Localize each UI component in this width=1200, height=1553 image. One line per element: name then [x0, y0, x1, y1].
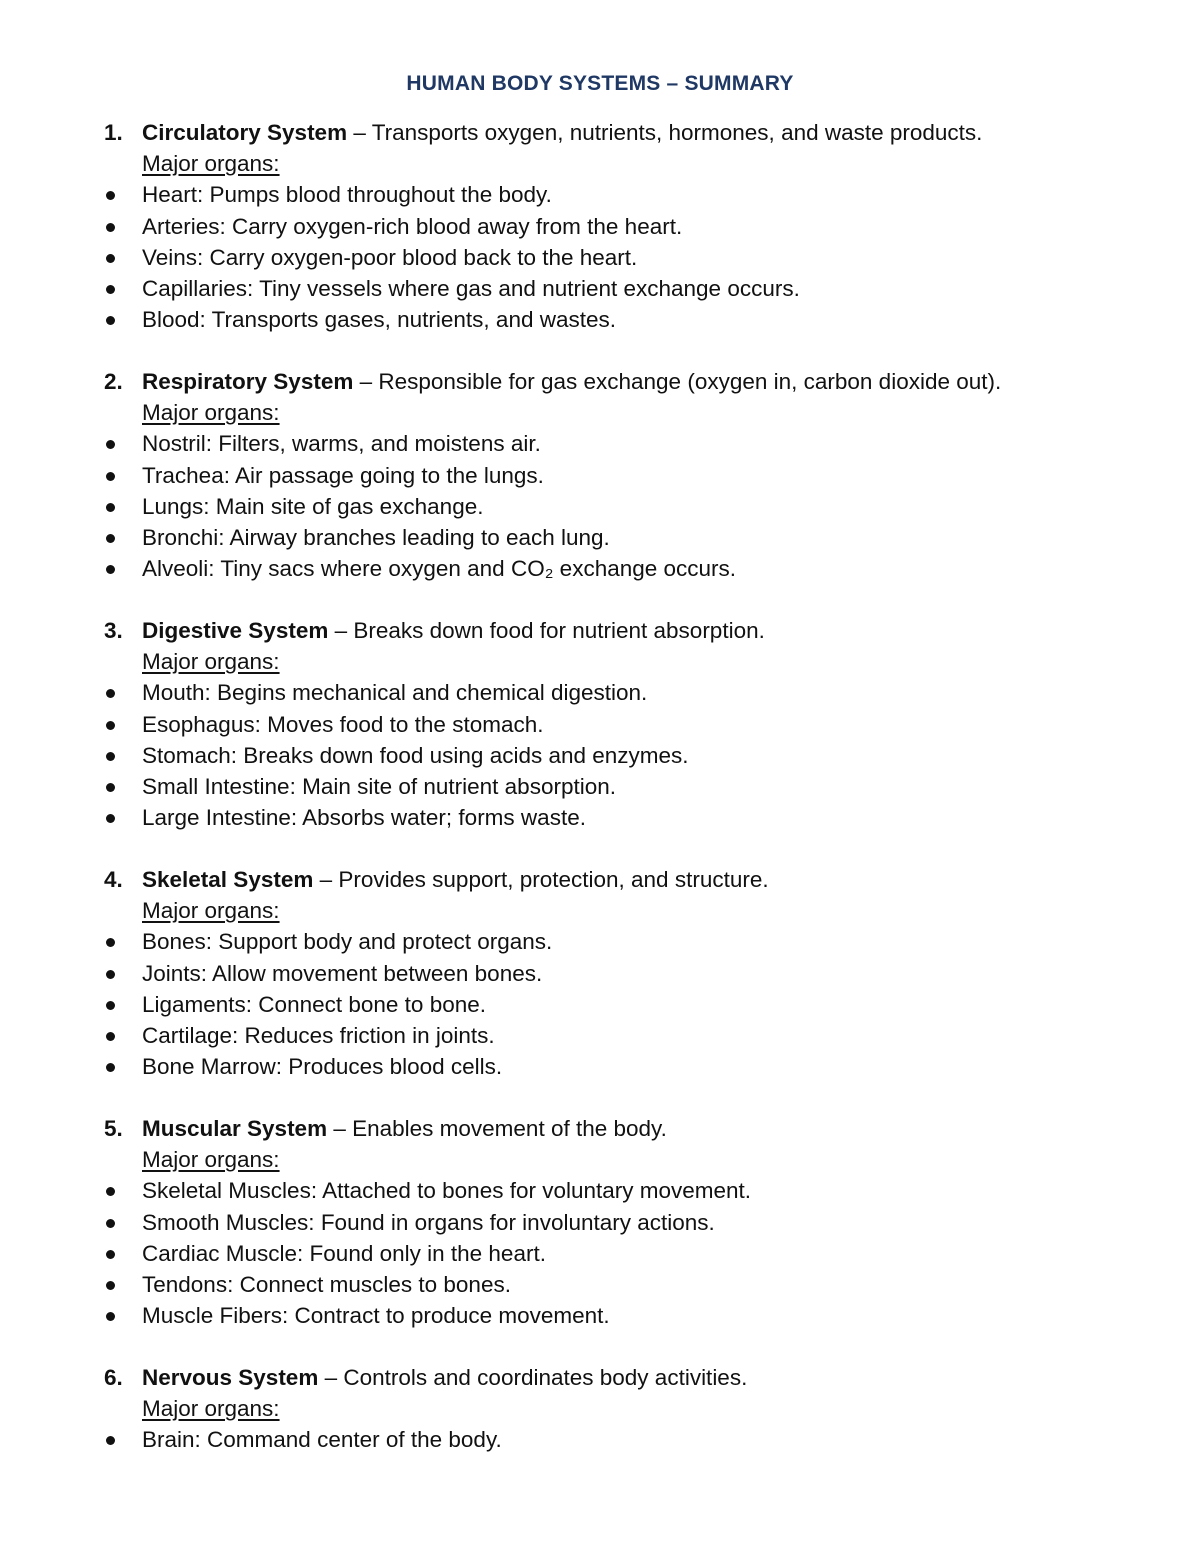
bullet-icon: [106, 1281, 115, 1290]
bullet-icon: [106, 316, 115, 325]
bullet-icon: [106, 1219, 115, 1228]
bullet-icon: [106, 689, 115, 698]
system-heading-text: [142, 1362, 747, 1393]
list-item-text: Nostril: Filters, warms, and moistens air.: [142, 431, 541, 457]
system-description: – Provides support, protection, and structure.: [313, 867, 769, 892]
major-organs-label: Major organs:: [142, 151, 280, 177]
major-organs-label: Major organs:: [142, 400, 280, 426]
list-item-text: Trachea: Air passage going to the lungs.: [142, 462, 544, 488]
list-item-text: Muscle Fibers: Contract to produce movement.: [142, 1303, 610, 1329]
system-description: – Controls and coordinates body activities.: [318, 1365, 748, 1390]
list-item-text: Joints: Allow movement between bones.: [142, 960, 543, 986]
list-item-text: Large Intestine: Absorbs water; forms waste.: [142, 805, 586, 831]
list-item-text: Mouth: Begins mechanical and chemical digestion.: [142, 680, 648, 706]
bullet-icon: [106, 534, 115, 543]
list-item-text: Capillaries: Tiny vessels where gas and nutrient exchange occurs.: [142, 276, 800, 301]
bullet-icon: [106, 440, 115, 449]
list-item-text: Tendons: Connect muscles to bones.: [142, 1272, 511, 1297]
system-name: Skeletal System: [142, 867, 314, 892]
bullet-icon: [106, 1187, 115, 1196]
list-item-text: Bronchi: Airway branches leading to each lung.: [142, 525, 610, 550]
system-description: – Breaks down food for nutrient absorption.: [328, 618, 765, 643]
system-description: – Responsible for gas exchange (oxygen in, carbon dioxide out).: [353, 369, 1002, 394]
bullet-icon: [106, 503, 115, 512]
list-item-text: Veins: Carry oxygen-poor blood back to the heart.: [142, 244, 638, 270]
list-item-text: Heart: Pumps blood throughout the body.: [142, 182, 552, 208]
bullet-icon: [106, 752, 115, 761]
system-heading-text: [142, 366, 1001, 397]
list-item-text: Cardiac Muscle: Found only in the heart.: [142, 1240, 546, 1266]
list-item-text: Cartilage: Reduces friction in joints.: [142, 1023, 495, 1048]
major-organs-label: Major organs:: [142, 1147, 280, 1173]
system-name: Respiratory System: [142, 369, 354, 394]
bullet-icon: [106, 1436, 115, 1445]
section-number: 4.: [104, 867, 123, 892]
section-number: 3.: [104, 618, 123, 643]
major-organs-label: Major organs:: [142, 898, 280, 924]
system-description: – Transports oxygen, nutrients, hormones, and waste products.: [347, 120, 983, 145]
list-item-text: Skeletal Muscles: Attached to bones for voluntary movement.: [142, 1178, 752, 1204]
system-name: Nervous System: [142, 1365, 319, 1390]
bullet-icon: [106, 783, 115, 792]
bullet-icon: [106, 1312, 115, 1321]
list-item-text: Bones: Support body and protect organs.: [142, 929, 553, 955]
section-number: 2.: [104, 369, 123, 394]
system-name: Digestive System: [142, 618, 329, 643]
system-name: Muscular System: [142, 1116, 328, 1141]
bullet-icon: [106, 814, 115, 823]
list-item-text: Brain: Command center of the body.: [142, 1427, 502, 1453]
list-item-text: Lungs: Main site of gas exchange.: [142, 493, 484, 519]
bullet-icon: [106, 1001, 115, 1010]
bullet-icon: [106, 472, 115, 481]
major-organs-label: Major organs:: [142, 1396, 280, 1422]
major-organs-label: Major organs:: [142, 649, 280, 675]
bullet-icon: [106, 970, 115, 979]
section-number: 6.: [104, 1365, 123, 1390]
system-heading-text: [142, 1113, 667, 1144]
list-item-text: Bone Marrow: Produces blood cells.: [142, 1054, 503, 1080]
bullet-icon: [106, 223, 115, 232]
bullet-icon: [106, 565, 115, 574]
system-name: Circulatory System: [142, 120, 348, 145]
section-number: 5.: [104, 1116, 123, 1141]
bullet-icon: [106, 285, 115, 294]
list-item-text: Esophagus: Moves food to the stomach.: [142, 711, 544, 737]
bullet-icon: [106, 1032, 115, 1041]
document-title: HUMAN BODY SYSTEMS – SUMMARY: [406, 72, 794, 95]
list-item-text: Blood: Transports gases, nutrients, and wastes.: [142, 307, 617, 333]
list-item-text: Alveoli: Tiny sacs where oxygen and CO₂ exchange occurs.: [142, 556, 737, 582]
list-item-text: Ligaments: Connect bone to bone.: [142, 991, 486, 1017]
list-item-text: Stomach: Breaks down food using acids and enzymes.: [142, 742, 689, 768]
bullet-icon: [106, 191, 115, 200]
bullet-icon: [106, 254, 115, 263]
section-number: 1.: [104, 120, 123, 145]
bullet-icon: [106, 1250, 115, 1259]
bullet-icon: [106, 938, 115, 947]
system-heading-text: [142, 864, 769, 895]
system-description: – Enables movement of the body.: [327, 1116, 667, 1141]
list-item-text: Smooth Muscles: Found in organs for involuntary actions.: [142, 1209, 715, 1235]
system-heading-text: [142, 117, 982, 148]
list-item-text: Small Intestine: Main site of nutrient absorption.: [142, 774, 616, 799]
system-heading-text: [142, 615, 765, 646]
bullet-icon: [106, 1063, 115, 1072]
bullet-icon: [106, 721, 115, 730]
list-item-text: Arteries: Carry oxygen-rich blood away from the heart.: [142, 213, 683, 239]
